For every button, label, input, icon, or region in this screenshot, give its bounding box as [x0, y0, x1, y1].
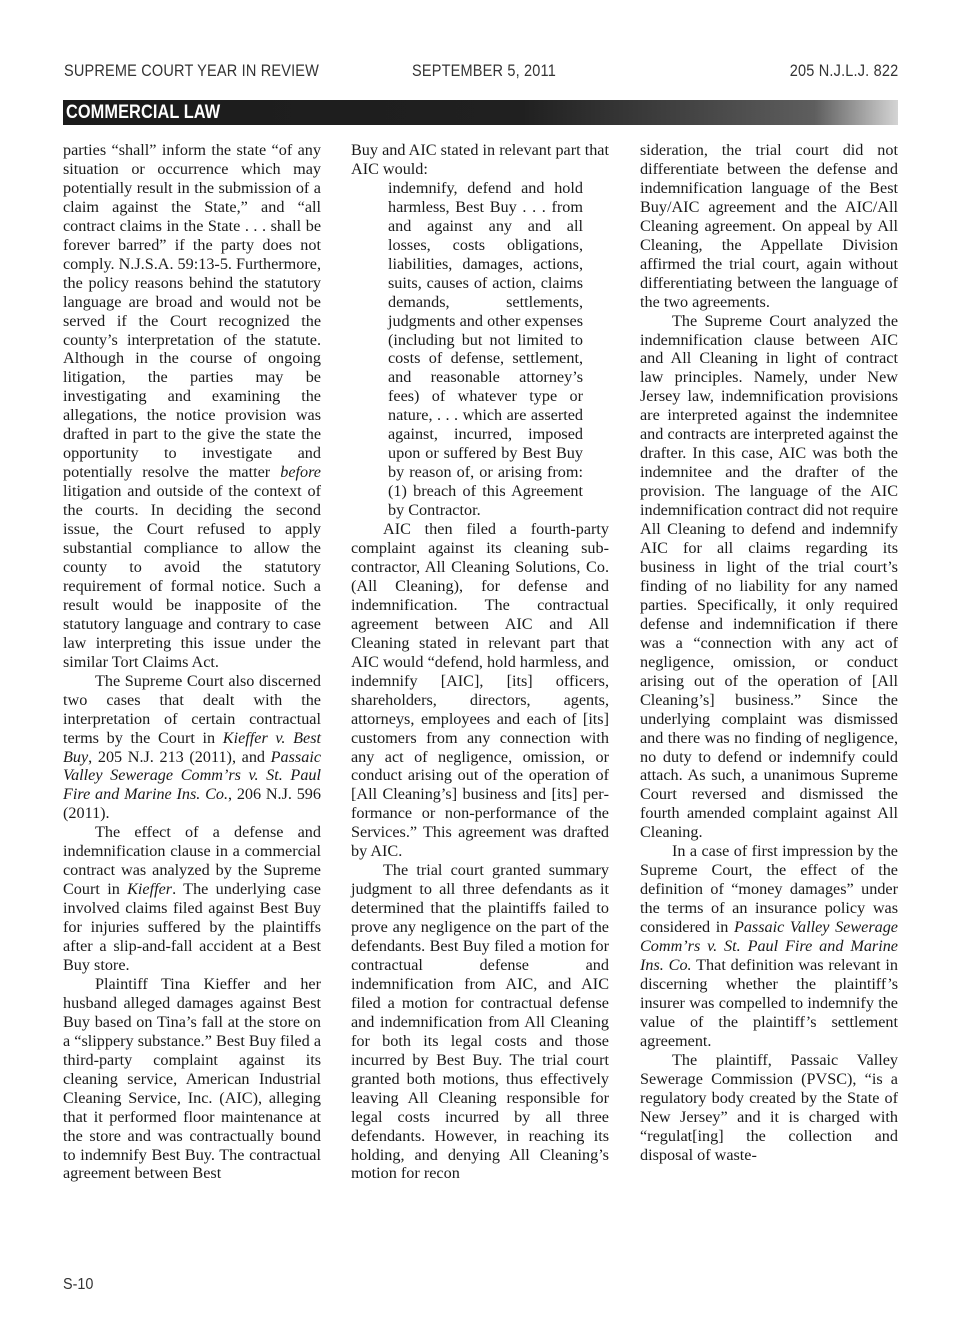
paragraph: The effect of a defense and indemnification clause in a commercial contract was analyzed by the Supreme Court in Kieffer. The underlying case involved claims filed against Best Buy for injuries suffered by the plaintiffs after a slip-and-fall accident at a Best Buy store. — [63, 823, 321, 974]
column-2 — [351, 141, 609, 1183]
paragraph: In a case of first impression by the Supreme Court, the effect of the definition of “money damages” under the terms of an insurance policy was considered in Passaic Valley Sewerage Comm’rs v. St. Paul Fire and Marine Ins. Co. That definition was relevant in discerning whether the plaintiff’s insurer was compelled to indemnify the value of the plaintiff’s settlement agreement. — [640, 842, 898, 1050]
citation: 205 N.J.L.J. 822 — [789, 62, 898, 80]
publication-date: SEPTEMBER 5, 2011 — [412, 62, 556, 80]
section-title: COMMERCIAL LAW — [66, 102, 221, 123]
paragraph: The Supreme Court also discerned two cases that dealt with the interpretation of certain contractual terms by the Court in Kieffer v. Best Buy, 205 N.J. 213 (2011), and Passaic Valley Sewerage Comm’rs v. St. Paul Fire and Marine Ins. Co., 206 N.J. 596 (2011). — [63, 671, 322, 823]
paragraph: Plaintiff Tina Kieffer and her husband alleged damages against Best Buy based on Tina’s fall at the store on a “slippery substance.” Best Buy filed a third-party complaint against its cleaning service, American Industrial Cleaning Service, Inc. (AIC), alleging that it performed floor maintenance at the store and was contractually bound to indemnify Best Buy. The contractual agreement between Best — [63, 974, 321, 1183]
column-3 — [640, 141, 898, 1164]
column-1 — [63, 141, 321, 1183]
paragraph: The Supreme Court analyzed the indemnification clause between AIC and All Cleaning in light of contract law principles. Namely, under New Jersey law, indemnification provisions are interpreted against the indemnitee and contracts are interpreted against the drafter. In this case, AIC was both the indemnitee and the drafter of the provision. The language of the AIC indemnification contract did not require All Cleaning to defend and indemnify AIC for all claims regarding its business in light of the trial court’s finding of no liability for any named parties. Specifically, it only required defense and indemnification if there was a “connection with any act of negligence, omission, or conduct arising out of the operation of [All Cleaning’s] business.” Since the underlying complaint was dismissed and there was no finding of negligence, no duty to defend or indemnify could attach. As such, a unanimous Supreme Court reversed and dismissed the fourth amended complaint against All Cleaning. — [640, 311, 899, 842]
running-header — [64, 58, 898, 86]
paragraph: The trial court granted summary judgment to all three defendants as it determined that the plaintiffs failed to prove any negligence on the part of the defendants. Best Buy filed a motion for contractual defense and indemnification from AIC, and AIC filed a motion for contractual defense and indemnification from All Cleaning for both its legal costs and those incurred by Best Buy. The trial court granted both motions, thus effectively leaving All Cleaning responsible for legal costs incurred by all three defendants. However, in reaching its holding, and denying All Cleaning’s motion for recon — [351, 861, 609, 1183]
paragraph: parties “shall” inform the state “of any situation or occurrence which may potentially result in the submission of a claim against the State,” and “all contract claims in the State . . . shall be forever barred” if the party does not comply. N.J.S.A. 59:13-5. Furthermore, the policy reasons behind the statutory language are broad and would not be served if the Court recognized the county’s interpretation of the statute. Although in the course of ongoing litigation, the parties may be investigating and examining the allegations, the notice provision was drafted in part to the give the state the opportunity to investigate and potentially resolve the matter before litigation and outside of the context of the courts. In deciding the second issue, the Court refused to apply substantial compliance to allow the county to avoid the statutory requirement of formal notice. Such a result would be inapposite of the statutory language and contrary to case law interpreting this issue under the similar Tort Claims Act. — [63, 141, 321, 671]
paragraph: sideration, the trial court did not differentiate between the defense and indemnification language of the Best Buy/AIC agreement and the AIC/All Cleaning agreement. On appeal by All Cleaning, the Appellate Division affirmed the trial court, again without differentiating between the language of the two agreements. — [640, 141, 898, 311]
paragraph: AIC then filed a fourth-party complaint against its cleaning subcontractor, All Cleaning Solutions, Co. (All Cleaning), for defense and indemnification. The contractual agreement between AIC and All Cleaning stated in relevant part that AIC would “defend, hold harmless, and indemnify [AIC], [its] officers, shareholders, directors, agents, attorneys, employees and each of [its] customers from any connection with any act of negligence, omission, or conduct arising out of the operation of [All Cleaning’s] business and [its] performance or non-performance of the Services.” This agreement was drafted by AIC. — [351, 520, 609, 861]
publication-section: SUPREME COURT YEAR IN REVIEW — [64, 62, 320, 80]
section-banner — [63, 100, 898, 125]
block-quote: indemnify, defend and hold harmless, Best Buy . . . from and against any and all losses, costs obligations, liabilities, damages, actions, suits, causes of action, claims demands, settlements, judgments and other expenses (including but not limited to costs of defense, settlement, and reasonable attorney’s fees) of whatever type or nature, . . . which are asserted against, incurred, imposed upon or suffered by Best Buy by reason of, or arising from: (1) breach of this Agreement by Contractor. — [388, 178, 583, 520]
paragraph: The plaintiff, Passaic Valley Sewerage Commission (PVSC), “is a regulatory body created by the State of New Jersey” and it is charged with “regulat[ing] the collection and disposal of waste- — [640, 1050, 898, 1164]
paragraph: Buy and AIC stated in relevant part that AIC would: — [351, 141, 609, 178]
page-number: S-10 — [63, 1276, 94, 1293]
